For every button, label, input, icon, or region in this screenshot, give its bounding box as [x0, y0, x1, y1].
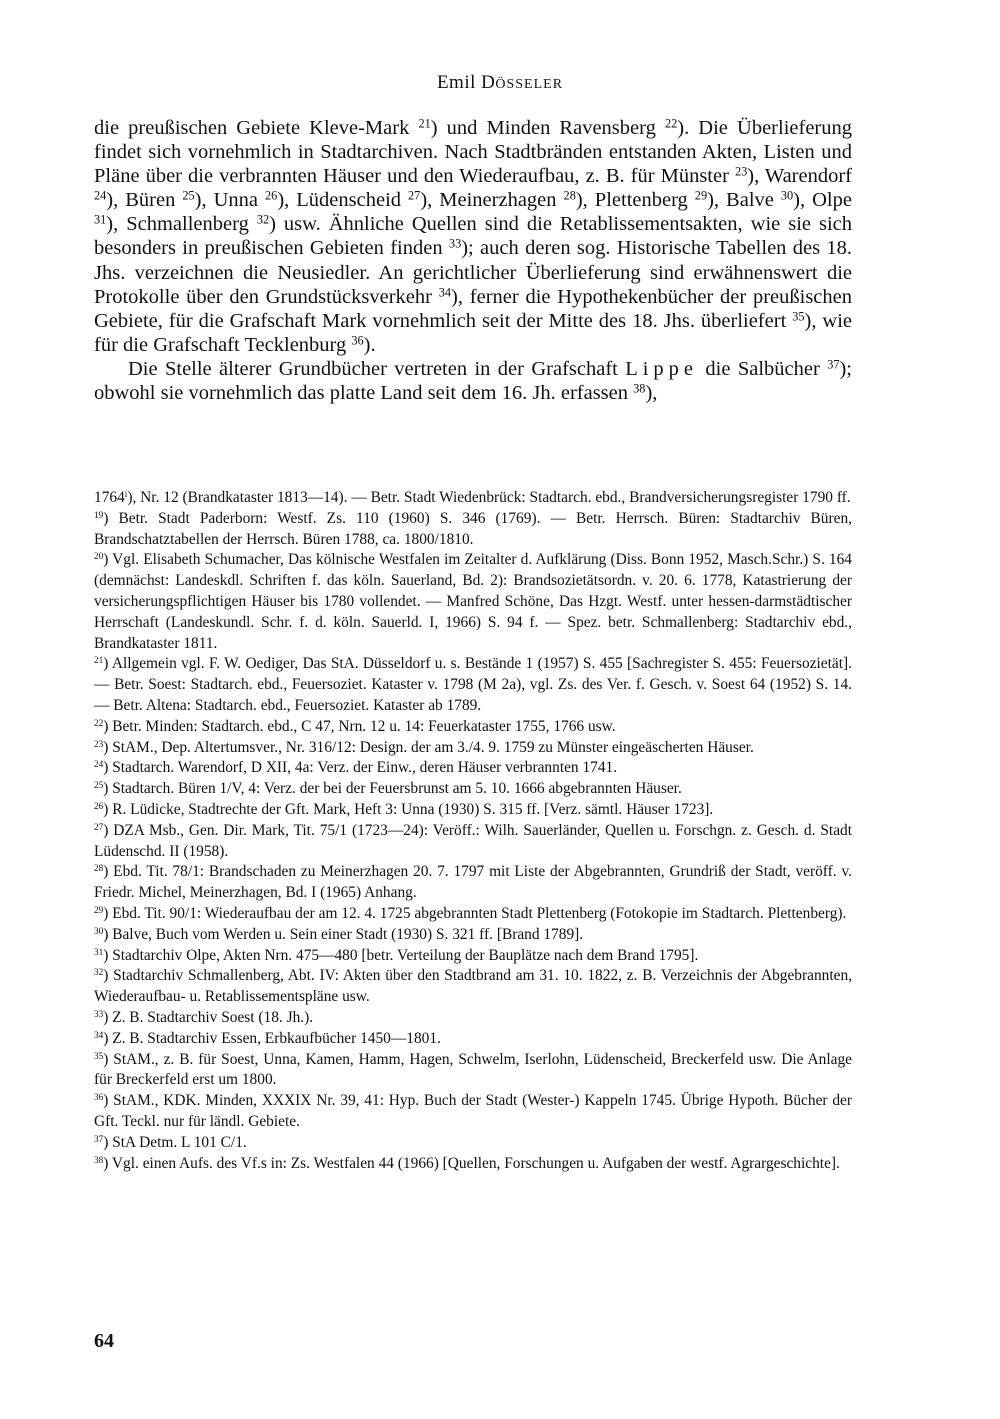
text-run: ), Meinerzhagen	[420, 189, 564, 212]
text-run: ) Stadtarch. Büren 1/V, 4: Verz. der bei der Feuersbrunst am 5. 10. 1666 abgebrannten Häuser.	[103, 780, 682, 798]
footnote-ref: 32	[256, 212, 270, 227]
footnote-ref: 33	[448, 236, 462, 251]
footnote-ref: 27	[408, 188, 421, 203]
footnote-ref: 21	[418, 116, 431, 131]
footnote	[94, 717, 852, 738]
paragraph-1	[94, 116, 852, 357]
footnote	[94, 779, 852, 800]
footnote-ref: 23	[734, 164, 748, 179]
text-run: ), Unna	[194, 189, 266, 212]
text-run: ) und Minden Ravensberg	[430, 117, 665, 139]
footnote	[94, 1008, 852, 1029]
footnote-ref: 19	[94, 509, 104, 520]
text-run: ) Z. B. Stadtarchiv Soest (18. Jh.).	[103, 1008, 314, 1026]
text-run: ) DZA Msb., Gen. Dir. Mark, Tit. 75/1 (1723—24): Veröff.: Wilh. Sauerländer, Quellen u. Forschgn. z. Gesch. d. Stadt Lüdenschd. II (1958).	[94, 821, 852, 860]
footnote-ref: 24	[94, 188, 107, 203]
footnotes	[94, 488, 852, 1174]
footnote-ref: 29	[694, 188, 708, 203]
text-run: Die Stelle älterer Grundbücher vertreten in der Grafschaft	[128, 357, 626, 380]
spaced-text: Lippe	[625, 357, 699, 380]
text-run: ) Stadtarch. Warendorf, D XII, 4a: Verz. der Einw., deren Häuser verbrannten 1741.	[103, 759, 618, 777]
footnote	[94, 925, 852, 946]
page-number: 64	[94, 1330, 114, 1352]
footnote-ref: 33	[94, 1008, 104, 1019]
footnote-ref: 26	[94, 800, 104, 811]
footnote	[94, 654, 852, 716]
text-run: ) Ebd. Tit. 90/1: Wiederaufbau der am 12. 4. 1725 abgebrannten Stadt Plettenberg (Fotokopie im Stadtarch. Plettenberg).	[103, 904, 847, 922]
footnote	[94, 1133, 852, 1154]
text-run: ) Z. B. Stadtarchiv Essen, Erbkaufbücher 1450—1801.	[103, 1029, 441, 1047]
footnote-ref: 30	[94, 925, 104, 936]
footnote-ref: 20	[94, 551, 104, 562]
text-run: ), ferner die Hypothekenbücher der preußischen Gebiete, für die Grafschaft Mark vornehmlich seit der Mitte des 18. Jhs. überliefert	[94, 285, 853, 332]
footnote-ref: 31	[94, 946, 104, 957]
text-run: ) Vgl. einen Aufs. des Vf.s in: Zs. Westfalen 44 (1966) [Quellen, Forschungen u. Aufgaben der westf. Agrargeschichte].	[103, 1154, 840, 1172]
footnote	[94, 550, 852, 654]
footnote-ref: 27	[94, 821, 104, 832]
text-run: ) usw. Ähnliche Quellen sind die Retablissementsakten, wie sie sich besonders in preußischen Gebieten finden	[94, 213, 852, 260]
footnote-ref: 21	[94, 655, 104, 666]
footnote-ref: 36	[94, 1092, 104, 1103]
text-run: ); obwohl sie vornehmlich das platte Land seit dem 16. Jh. erfassen	[94, 357, 853, 405]
footnote-ref: 32	[94, 967, 104, 978]
header-author-smallcaps: ÖSSELER	[495, 77, 564, 92]
footnote	[94, 488, 852, 509]
text-run: ), Olpe	[793, 189, 852, 212]
footnote	[94, 862, 852, 904]
footnote	[94, 509, 852, 551]
text-run: ), Büren	[106, 189, 183, 212]
footnote	[94, 738, 852, 759]
text-run: ), wie für die Grafschaft Tecklenburg	[94, 309, 852, 356]
footnote-ref: 31	[94, 212, 107, 227]
text-run: die preußischen Gebiete Kleve-Mark	[94, 117, 419, 139]
footnote	[94, 966, 852, 1008]
footnote-ref: 35	[792, 309, 805, 323]
text-run: ) R. Lüdicke, Stadtrechte der Gft. Mark, Heft 3: Unna (1930) S. 315 ff. [Verz. sämtl. Häuser 1723].	[103, 800, 714, 818]
paragraph-2	[94, 357, 852, 405]
text-run: ), Schmallenberg	[106, 213, 257, 236]
footnote-ref: 25	[94, 780, 104, 791]
footnote-ref: 28	[94, 863, 104, 874]
footnote-ref: 22	[664, 116, 678, 131]
footnote	[94, 904, 852, 925]
text-run: die Salbücher	[698, 357, 828, 380]
text-run: ), Nr. 12 (Brandkataster 1813—14). — Betr. Stadt Wiedenbrück: Stadtarch. ebd., Brandversicherungsregister 1790 ff.	[127, 489, 851, 506]
footnote-ref: 28	[563, 188, 576, 203]
text-run: ) StA Detm. L 101 C/1.	[103, 1133, 247, 1151]
footnote	[94, 800, 852, 821]
footnote	[94, 1091, 852, 1133]
text-run: ) Stadtarchiv Olpe, Akten Nrn. 475—480 [betr. Verteilung der Bauplätze nach dem Brand 1795].	[103, 946, 699, 964]
text-run: ). Die Überlieferung findet sich vornehmlich in Stadtarchiven. Nach Stadtbränden entstanden Akten, Listen und Pläne über die verbrannten Häuser und den Wiederaufbau, z. B. für Münster	[94, 117, 852, 188]
text-run: ).	[363, 333, 376, 356]
running-header	[0, 72, 1000, 94]
footnote	[94, 1029, 852, 1050]
footnote-ref: 38	[94, 1154, 104, 1165]
text-run: ) Ebd. Tit. 78/1: Brandschaden zu Meinerzhagen 20. 7. 1797 mit Liste der Abgebrannten, Grundriß der Stadt, veröff. v. Friedr. Michel, Meinerzhagen, Bd. I (1965) Anhang.	[94, 863, 852, 902]
footnote	[94, 758, 852, 779]
footnote-ref: 38	[633, 381, 646, 396]
footnote-ref: 35	[94, 1050, 104, 1061]
text-run: ) StAM., z. B. für Soest, Unna, Kamen, Hamm, Hagen, Schwelm, Iserlohn, Lüdenscheid, Breckerfeld usw. Die Anlage für Breckerfeld erst um 1800.	[94, 1050, 852, 1089]
text-run: ) StAM., Dep. Altertumsver., Nr. 316/12: Design. der am 3./4. 9. 1759 zu Münster eingeäscherten Häuser.	[103, 738, 754, 756]
header-author: Emil D	[436, 72, 496, 93]
footnote-ref: 34	[438, 284, 452, 299]
footnote-ref: 22	[94, 717, 104, 728]
footnote-ref: 25	[182, 188, 195, 203]
footnote-ref: 36	[351, 333, 364, 348]
text-run: ) Balve, Buch vom Werden u. Sein einer Stadt (1930) S. 321 ff. [Brand 1789].	[103, 925, 584, 943]
footnote-ref: 29	[94, 904, 104, 915]
text-run: ) StAM., KDK. Minden, XXXIX Nr. 39, 41: Hyp. Buch der Stadt (Wester-) Kappeln 1745. Übrige Hypoth. Bücher der Gft. Teckl. nur für ländl. Gebiete.	[94, 1092, 852, 1130]
footnote-ref: 37	[827, 357, 840, 372]
text-run: ),	[645, 382, 658, 405]
text-run: ), Plettenberg	[575, 189, 695, 212]
footnote-ref: 34	[94, 1029, 104, 1040]
footnote	[94, 946, 852, 967]
text-run: 1764	[94, 489, 125, 506]
text-run: ), Balve	[707, 189, 781, 212]
footnote-ref: 23	[94, 738, 104, 749]
text-run: ), Warendorf	[747, 165, 852, 188]
footnote	[94, 1154, 852, 1175]
text-run: ) Betr. Minden: Stadtarch. ebd., C 47, Nrn. 12 u. 14: Feuerkataster 1755, 1766 usw.	[103, 717, 616, 735]
main-text	[94, 116, 852, 405]
footnote-ref: 26	[265, 188, 278, 203]
text-run: ) Stadtarchiv Schmallenberg, Abt. IV: Akten über den Stadtbrand am 31. 10. 1822, z. B. Verzeichnis der Abgebrannten, Wiederaufbau- u. Retablissementspläne usw.	[94, 967, 852, 1006]
footnote	[94, 1050, 852, 1092]
text-run: ); auch deren sog. Historische Tabellen des 18. Jhs. verzeichnen die Neusiedler. An gerichtlicher Überlieferung sind erwähnenswert die Protokolle über den Grundstücksverkehr	[94, 237, 853, 308]
footnote-ref: i	[124, 488, 128, 499]
footnote-ref: 24	[94, 759, 104, 770]
footnote-ref: 30	[780, 188, 794, 203]
text-run: ), Lüdenscheid	[277, 189, 409, 212]
footnote	[94, 821, 852, 863]
text-run: ) Betr. Stadt Paderborn: Westf. Zs. 110 (1960) S. 346 (1769). — Betr. Herrsch. Büren: Stadtarchiv Büren, Brandschatztabellen der Herrsch. Büren 1788, ca. 1800/1810.	[94, 509, 852, 548]
footnote-ref: 37	[94, 1133, 104, 1144]
text-run: ) Allgemein vgl. F. W. Oediger, Das StA. Düsseldorf u. s. Bestände 1 (1957) S. 455 [Sachregister S. 455: Feuersozietät]. — Betr. Soest: Stadtarch. ebd., Feuersoziet. Kataster v. 1798 (M 2a), vgl. Zs. des Ver. f. Gesch. v. Soest 64 (1952) S. 14. — Betr. Altena: Stadtarch. ebd., Feuersoziet. Kataster ab 1789.	[94, 655, 852, 714]
text-run: ) Vgl. Elisabeth Schumacher, Das kölnische Westfalen im Zeitalter d. Aufklärung (Diss. Bonn 1952, Masch.Schr.) S. 164 (demnächst: Landeskdl. Schriften f. das köln. Sauerland, Bd. 2): Brandsozietätsordn. v. 20. 6. 1778, Katastrierung der versicherungspflichtigen Häuser bis 1780 vollendet. — Manfred Schöne, Das Hzgt. Westf. unter hessen-darmstädtischer Herrschaft (Landeskundl. Schr. f. d. köln. Sauerld. I, 1966) S. 94 f. — Spez. betr. Schmallenberg: Stadtarchiv ebd., Brandkataster 1811.	[94, 551, 852, 652]
